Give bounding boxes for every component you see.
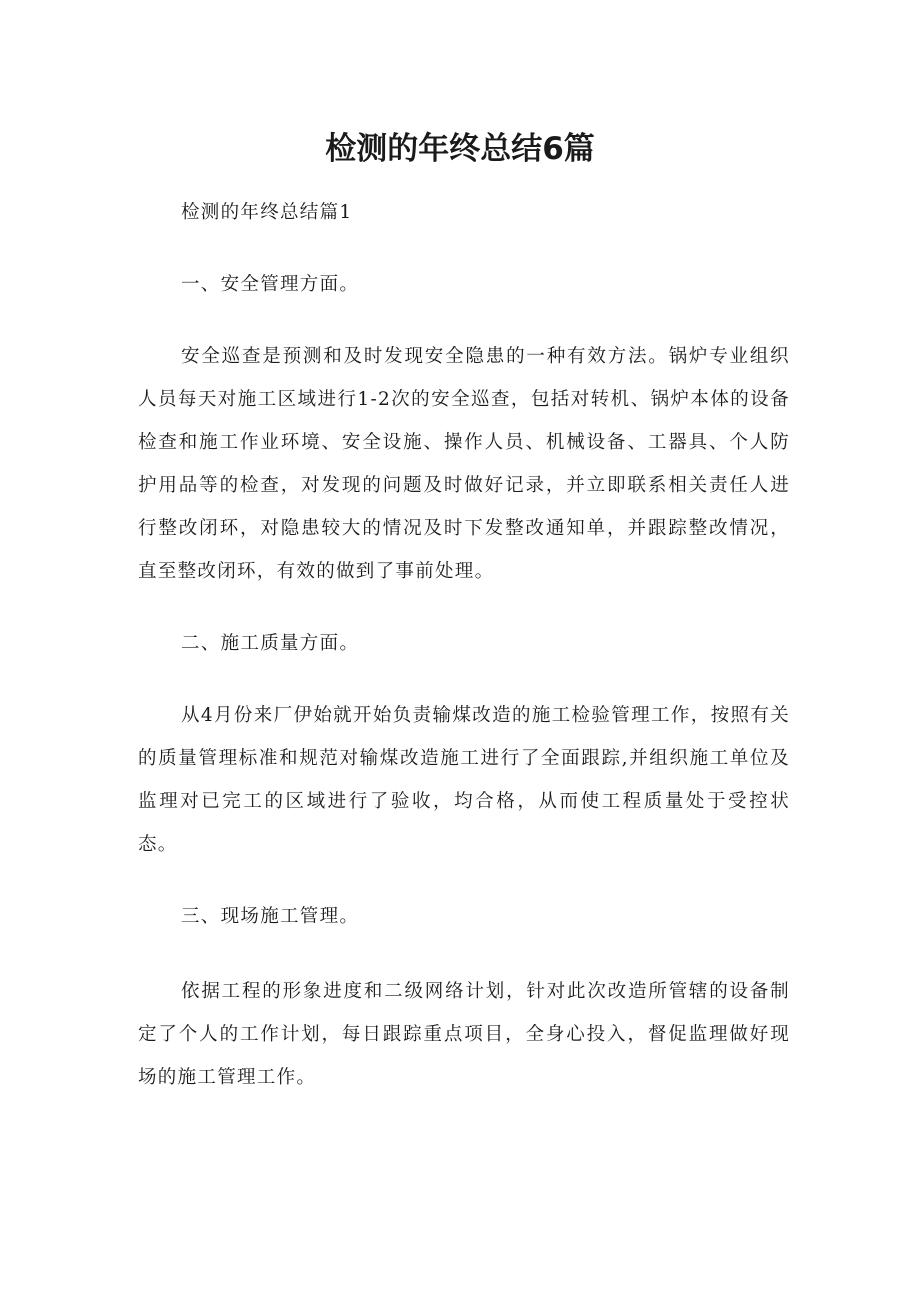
section-body-site-management: 依据工程的形象进度和二级网络计划，针对此次改造所管辖的设备制定了个人的工作计划，每日跟踪重点项目，全身心投入，督促监理做好现场的施工管理工作。 xyxy=(138,981,790,1088)
section-heading-quality: 二、施工质量方面。 xyxy=(181,633,360,654)
document-title: 检测的年终总结6篇 xyxy=(325,131,595,167)
document-subtitle: 检测的年终总结篇1 xyxy=(181,202,353,223)
section-heading-safety: 一、安全管理方面。 xyxy=(181,274,360,295)
section-heading-site-management: 三、现场施工管理。 xyxy=(181,906,360,927)
document-body xyxy=(138,191,790,1099)
section-body-safety: 安全巡查是预测和及时发现安全隐患的一种有效方法。锅炉专业组织人员每天对施工区域进行1-2次的安全巡查，包括对转机、锅炉本体的设备检查和施工作业环境、安全设施、操作人员、机械设备、工器具、个人防护用品等的检查，对发现的问题及时做好记录，并立即联系相关责任人进行整改闭环，对隐患较大的情况及时下发整改通知单，并跟踪整改情况，直至整改闭环，有效的做到了事前处理。 xyxy=(138,346,790,582)
section-body-quality: 从4月份来厂伊始就开始负责输煤改造的施工检验管理工作，按照有关的质量管理标准和规范对输煤改造施工进行了全面跟踪,并组织施工单位及监理对已完工的区域进行了验收，均合格，从而使工程质量处于受控状态。 xyxy=(138,705,790,855)
